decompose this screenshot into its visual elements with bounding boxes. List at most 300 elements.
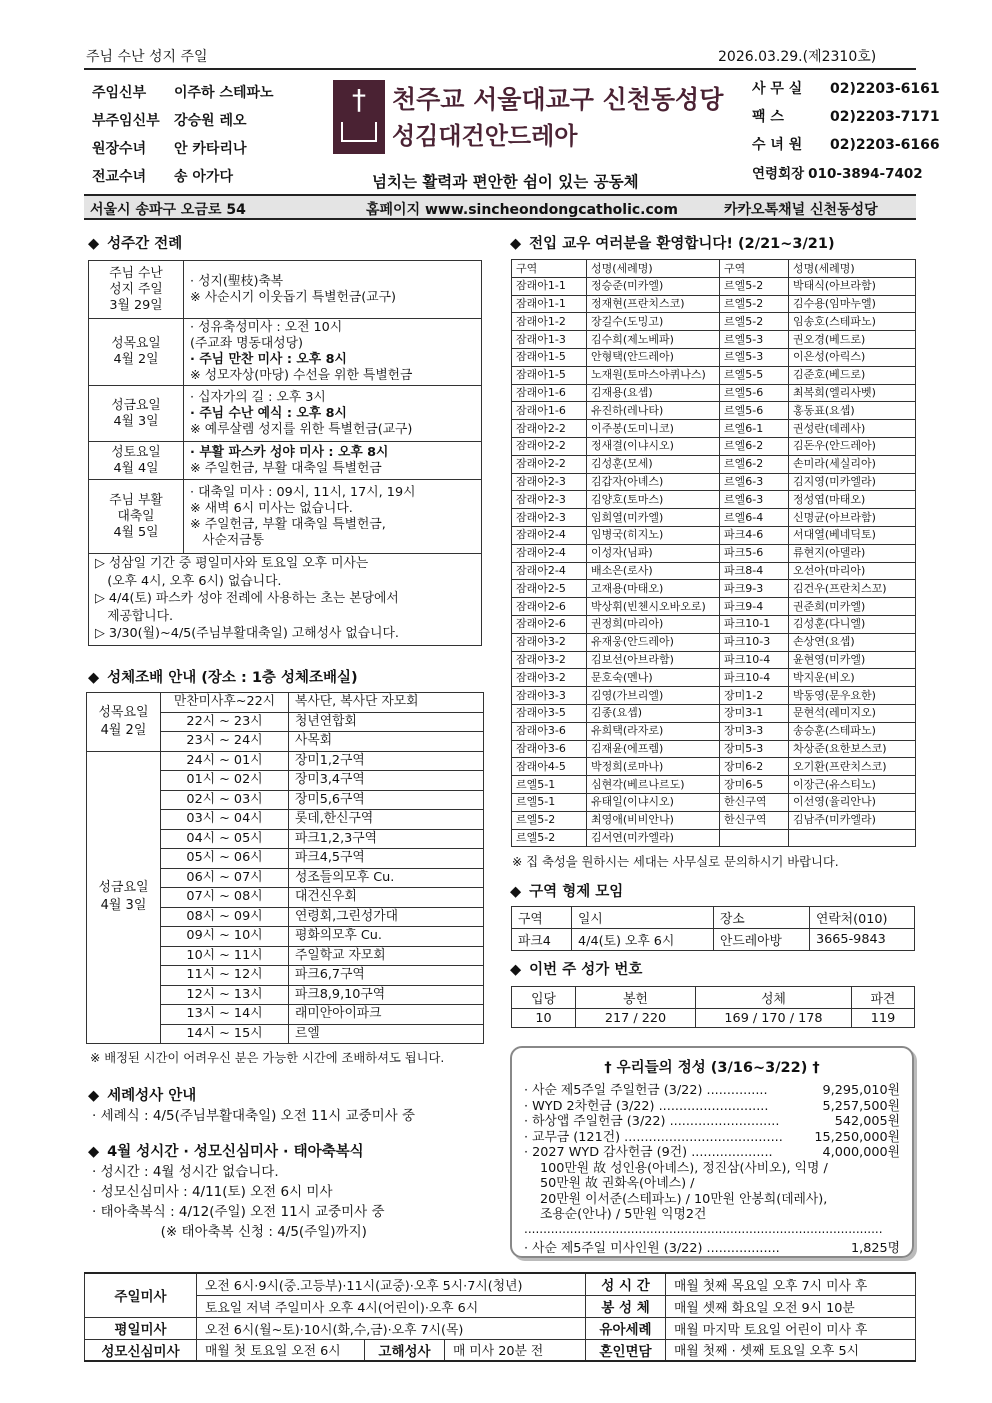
baptism-title: ◆ 세례성사 안내 [88,1088,197,1104]
liturgy-day: 성금요일 4월 3일 [89,386,184,442]
welcome-row [512,384,916,402]
welcome-cell: 르엘5-2 [512,829,587,847]
welcome-note: ※ 집 축성을 원하시는 세대는 사무실로 문의하시기 바랍니다. [512,855,839,869]
welcome-row [512,366,916,384]
welcome-cell: 박정희(로마나) [587,758,720,776]
welcome-row [512,740,916,758]
hymn-header: 성체 [696,987,852,1009]
welcome-table [511,259,916,847]
welcome-cell: 르엘6-3 [720,491,789,509]
welcome-cell: 안형택(안드레아) [587,348,720,366]
staff-row: 전교수녀 송 아가다 [92,169,233,185]
diamond-icon: ◆ [510,962,522,978]
welcome-cell: 파크5-6 [720,544,789,562]
welcome-cell: 장미6-2 [720,758,789,776]
welcome-row [512,402,916,420]
diamond-icon: ◆ [88,1144,100,1160]
adoration-time: 04시 ~ 05시 [161,829,289,849]
welcome-cell: 잠래아4-5 [512,758,587,776]
welcome-cell: 권오경(베드로) [789,331,916,349]
welcome-cell: 잠래아3-2 [512,669,587,687]
adoration-group: 주일학교 자모회 [289,946,484,966]
infant-baptism-label: 유아세례 [586,1317,666,1339]
welcome-cell [789,829,916,847]
weekday-mass-times: 오전 6시(월~토)·10시(화,수,금)·오후 7시(목) [197,1317,586,1339]
liturgy-line: · 대축일 미사 : 09시, 11시, 17시, 19시 [190,484,416,500]
welcome-cell: 잠래아2-4 [512,526,587,544]
welcome-row [512,348,916,366]
welcome-cell: 르엘5-3 [720,331,789,349]
welcome-cell: 잠래아2-5 [512,580,587,598]
welcome-cell: 문현석(레미지오) [789,704,916,722]
adoration-time: 10시 ~ 11시 [161,946,289,966]
adoration-group: 연령회,그린성가대 [289,907,484,927]
welcome-cell: 심현각(베르나르도) [587,776,720,794]
welcome-cell: 김돈우(안드레아) [789,437,916,455]
liturgy-line: · 성지(聖枝)축복 [190,273,284,289]
adoration-row [87,751,484,771]
welcome-header: 구역 [720,260,789,278]
welcome-cell: 손상연(요셉) [789,633,916,651]
welcome-row [512,473,916,491]
parish-motto: 넘치는 활력과 편안한 쉼이 있는 공동체 [372,173,639,191]
adoration-time: 03시 ~ 04시 [161,810,289,830]
adoration-group: 청년연합회 [289,712,484,732]
adoration-group: 파크6,7구역 [289,966,484,986]
welcome-cell: 박상휘(빈첸시오바오로) [587,598,720,616]
welcome-row [512,633,916,651]
welcome-cell: 파크10-3 [720,633,789,651]
offering-title: † 우리들의 정성 (3/16~3/22) † [604,1060,820,1076]
welcome-cell: 잠래아2-3 [512,491,587,509]
info-bar [84,194,916,220]
sunday-mass-times: 오전 6시·9시(중.고등부)·11시(교중)·오후 5시·7시(청년) [197,1273,586,1295]
adoration-day: 성금요일 4월 3일 [87,751,161,1044]
welcome-header: 구역 [512,260,587,278]
liturgy-line: · 부활 파스카 성야 미사 : 오후 8시 [190,444,389,460]
liturgy-row [89,261,482,319]
welcome-cell: 김지영(미카엘라) [789,473,916,491]
marriage-label: 혼인면담 [586,1339,666,1361]
welcome-cell: 파크10-1 [720,615,789,633]
liturgy-day: 주님 부활 대축일 4월 5일 [89,480,184,554]
welcome-row [512,437,916,455]
liturgy-line: (주교좌 명동대성당) [190,336,303,351]
welcome-cell: 정승준(미카엘) [587,277,720,295]
welcome-cell: 르엘5-1 [512,793,587,811]
sunday-mass-label: 주일미사 [85,1273,197,1317]
welcome-cell: 배소은(로사) [587,562,720,580]
welcome-row [512,295,916,313]
adoration-time: 만찬미사후~22시 [161,693,289,713]
contact-row: 연령회장 010-3894-7402 [752,166,923,182]
welcome-row [512,562,916,580]
hymn-header: 입당 [512,987,576,1009]
welcome-cell: 권준희(미카엘) [789,598,916,616]
contact-list [752,78,940,190]
hymn-value: 169 / 170 / 178 [696,1009,852,1028]
welcome-header: 성명(세례명) [789,260,916,278]
contact-row: 수 녀 원 02)2203-6166 [752,137,940,153]
welcome-cell: 잠래아2-4 [512,544,587,562]
adoration-time: 07시 ~ 08시 [161,888,289,908]
baptism-lines: · 세례식 : 4/5(주님부활대축일) 오전 11시 교중미사 중 [92,1108,416,1124]
liturgy-content [184,261,482,319]
welcome-cell: 김성훈(다니엘) [789,615,916,633]
welcome-cell: 르엘6-2 [720,437,789,455]
welcome-cell: 임병국(히지노) [587,526,720,544]
welcome-cell: 권정희(마리아) [587,615,720,633]
welcome-cell: 잠래아2-3 [512,473,587,491]
welcome-cell: 박동영(문우요한) [789,687,916,705]
welcome-row [512,491,916,509]
liturgy-content [184,386,482,442]
welcome-cell: 한신구역 [720,793,789,811]
liturgy-line: · 주님 만찬 미사 : 오후 8시 [190,352,347,367]
welcome-cell: 김보선(아브라함) [587,651,720,669]
adoration-group: 르엘 [289,1024,484,1044]
guyeok-header: 구역 [512,907,572,929]
liturgy-line: · 주님 수난 예식 : 오후 8시 [190,405,347,421]
welcome-cell: 르엘5-3 [720,348,789,366]
welcome-cell: 홍동표(요셉) [789,402,916,420]
welcome-row [512,313,916,331]
diamond-icon: ◆ [88,1088,100,1104]
welcome-cell: 류현지(아델라) [789,544,916,562]
welcome-cell: 르엘5-5 [720,366,789,384]
adoration-group: 평화의모후 Cu. [289,927,484,947]
hymn-value: 119 [852,1009,915,1028]
welcome-cell: 장미5-3 [720,740,789,758]
welcome-row [512,615,916,633]
welcome-cell: 파크9-4 [720,598,789,616]
adoration-group: 복사단, 복사단 자모회 [289,693,484,713]
liturgy-row [89,480,482,554]
welcome-cell: 잠래아1-1 [512,295,587,313]
welcome-cell: 김서연(미카엘라) [587,829,720,847]
welcome-cell: 김건우(프란치스꼬) [789,580,916,598]
welcome-cell: 이장근(유스티노) [789,776,916,794]
guyeok-header: 장소 [714,907,810,929]
welcome-row [512,758,916,776]
liturgy-content [184,442,482,480]
adoration-group: 래미안아이파크 [289,1005,484,1025]
contact-row: 팩 스 02)2203-7171 [752,109,940,125]
liturgy-row [89,442,482,480]
welcome-cell: 장미3-1 [720,704,789,722]
welcome-cell: 손미라(세실리아) [789,455,916,473]
holy-hour-value: 매월 첫째 목요일 오후 7시 미사 후 [666,1273,916,1295]
offering-detail: 100만원 故 성인용(아녜스), 정진삼(사비오), 익명 / 50만원 故 권화옥(아녜스) / 20만원 이서준(스테파노) / 10만원 안봉희(데레사), 조용순(안나) / 5만원 익명2건 [540,1160,828,1222]
welcome-row [512,526,916,544]
adoration-time: 13시 ~ 14시 [161,1005,289,1025]
welcome-cell: 잠래아3-6 [512,722,587,740]
welcome-cell: 유희택(라자로) [587,722,720,740]
welcome-cell: 잠래아3-6 [512,740,587,758]
welcome-row [512,509,916,527]
confession-value: 매 미사 20분 전 [445,1339,586,1361]
welcome-cell [720,829,789,847]
guyeok-title: ◆ 구역 형제 모임 [510,884,624,900]
staff-row: 주임신부 이주하 스테파노 [92,85,274,101]
welcome-row [512,420,916,438]
hymn-table [511,986,915,1028]
liturgy-note: 제공합니다. [95,608,174,624]
welcome-row [512,687,916,705]
hymn-header: 봉헌 [576,987,696,1009]
issue-date: 2026.03.29.(제2310호) [718,49,877,65]
welcome-cell: 르엘6-2 [720,455,789,473]
adoration-group: 사목회 [289,732,484,752]
guyeok-header: 일시 [572,907,714,929]
marian-mass-label: 성모신심미사 [85,1339,197,1361]
welcome-cell: 정성엽(마태오) [789,491,916,509]
adoration-day: 성목요일 4월 2일 [87,693,161,752]
adoration-time: 06시 ~ 07시 [161,868,289,888]
welcome-cell: 김영(가브리엘) [587,687,720,705]
welcome-cell: 유태일(이냐시오) [587,793,720,811]
liturgy-day: 주님 수난 성지 주일 3월 29일 [89,261,184,319]
communion-label: 봉 성 체 [586,1295,666,1317]
diamond-icon: ◆ [510,884,522,900]
welcome-cell: 잠래아1-1 [512,277,587,295]
welcome-title: ◆ 전입 교우 여러분을 환영합니다! (2/21~3/21) [510,236,835,252]
offering-item: · 교무금 (121건) ....................................... 15,250,000원 [524,1129,900,1145]
homepage-link[interactable]: 홈페이지 www.sincheondongcatholic.com [366,202,679,218]
welcome-cell: 잠래아2-6 [512,615,587,633]
adoration-time: 01시 ~ 02시 [161,771,289,791]
adoration-title: ◆ 성체조배 안내 (장소 : 1층 성체조배실) [88,670,358,686]
guyeok-header: 연락처(010) [810,907,915,929]
welcome-cell: 윤현영(미카엘) [789,651,916,669]
kakao-channel[interactable]: 카카오톡채널 신천동성당 [724,202,878,218]
welcome-cell: 잠래아1-6 [512,402,587,420]
welcome-cell: 박태식(아브라함) [789,277,916,295]
welcome-cell: 르엘5-6 [720,402,789,420]
welcome-cell: 유재웅(안드레아) [587,633,720,651]
welcome-cell: 박지운(비오) [789,669,916,687]
welcome-cell: 문호숙(멘나) [587,669,720,687]
offering-divider: .............................................................................................. [524,1222,883,1235]
offering-item: · 하상앱 주일헌금 (3/22) ........................... 542,005원 [524,1114,900,1129]
liturgy-content [184,319,482,386]
adoration-time: 08시 ~ 09시 [161,907,289,927]
header-left: 주님 수난 성지 주일 [86,49,208,65]
adoration-group: 장미3,4구역 [289,771,484,791]
guyeok-cell: 4/4(토) 오후 6시 [572,929,714,951]
welcome-cell: 잠래아2-6 [512,598,587,616]
welcome-cell: 장미3-3 [720,722,789,740]
welcome-cell: 김재윤(에프렘) [587,740,720,758]
welcome-row [512,580,916,598]
welcome-cell: 김수용(임마누엘) [789,295,916,313]
saturday-mass-times: 토요일 저녁 주일미사 오후 4시(어린이)·오후 6시 [197,1295,586,1317]
welcome-cell: 르엘5-1 [512,776,587,794]
welcome-cell: 서대열(베네딕토) [789,526,916,544]
guyeok-cell: 안드레아방 [714,929,810,951]
infant-baptism-value: 매월 마지막 토요일 어린이 미사 후 [666,1317,916,1339]
liturgy-content [184,480,482,554]
welcome-row [512,829,916,847]
guyeok-cell: 3665-9843 [810,929,915,951]
welcome-cell: 르엘5-2 [720,277,789,295]
liturgy-line: ※ 주일헌금, 부활 대축일 특별헌금 [190,460,382,476]
welcome-cell: 잠래아1-3 [512,331,587,349]
hymn-header: 파견 [852,987,915,1009]
liturgy-line: · 성유축성미사 : 오전 10시 [190,320,343,335]
holy-hour-label: 성 시 간 [586,1273,666,1295]
adoration-time: 23시 ~ 24시 [161,732,289,752]
welcome-row [512,651,916,669]
parish-patron: 성김대건안드레아 [392,122,578,150]
guyeok-table [511,906,915,951]
liturgy-line: · 십자가의 길 : 오후 3시 [190,389,326,405]
welcome-cell: 김종(요셉) [587,704,720,722]
welcome-cell: 잠래아2-2 [512,420,587,438]
welcome-cell: 유진하(레나타) [587,402,720,420]
welcome-row [512,544,916,562]
adoration-time: 24시 ~ 01시 [161,751,289,771]
welcome-cell: 잠래아2-2 [512,455,587,473]
mass-schedule [84,1272,916,1362]
welcome-cell: 르엘5-2 [720,295,789,313]
adoration-time: 05시 ~ 06시 [161,849,289,869]
welcome-cell: 장미1-2 [720,687,789,705]
welcome-cell: 김수희(제노베파) [587,331,720,349]
adoration-group: 롯데,한신구역 [289,810,484,830]
welcome-cell: 김남주(미카엘라) [789,811,916,829]
welcome-cell: 잠래아1-5 [512,348,587,366]
welcome-header: 성명(세례명) [587,260,720,278]
welcome-cell: 파크10-4 [720,669,789,687]
offering-box [510,1046,914,1258]
hymn-title: ◆ 이번 주 성가 번호 [510,962,643,978]
welcome-cell: 김갑자(아녜스) [587,473,720,491]
adoration-time: 09시 ~ 10시 [161,927,289,947]
welcome-cell: 잠래아1-5 [512,366,587,384]
welcome-row [512,277,916,295]
diamond-icon: ◆ [510,236,522,252]
staff-row: 부주임신부 강승원 레오 [92,113,247,129]
welcome-cell: 르엘5-2 [512,811,587,829]
welcome-cell: 신명균(아브라함) [789,509,916,527]
marian-mass-value: 매월 첫 토요일 오전 6시 [197,1339,365,1361]
welcome-cell: 이성자(님파) [587,544,720,562]
liturgy-note: ▷ 3/30(월)~4/5(주님부활대축일) 고해성사 없습니다. [95,626,399,641]
liturgy-title: ◆ 성주간 전례 [88,236,183,252]
liturgy-line: 사순저금통 [190,532,265,548]
contact-row: 사 무 실 02)2203-6161 [752,81,940,97]
offering-item: · WYD 2차헌금 (3/22) ........................... 5,257,500원 [524,1098,900,1114]
guyeok-cell: 파크4 [512,929,572,951]
adoration-group: 장미5,6구역 [289,790,484,810]
welcome-cell: 이은성(아릭스) [789,348,916,366]
liturgy-day: 성토요일 4월 4일 [89,442,184,480]
welcome-row [512,331,916,349]
welcome-cell: 최복희(엘리사벳) [789,384,916,402]
welcome-row [512,704,916,722]
welcome-cell: 권성란(데레사) [789,420,916,438]
address: 서울시 송파구 오금로 54 [90,202,246,218]
welcome-cell: 잠래아1-6 [512,384,587,402]
hymn-value: 10 [512,1009,576,1028]
welcome-cell: 르엘6-1 [720,420,789,438]
adoration-time: 14시 ~ 15시 [161,1024,289,1044]
welcome-cell: 잠래아3-2 [512,651,587,669]
weekday-mass-label: 평일미사 [85,1317,197,1339]
april-lines: · 성시간 : 4월 성시간 없습니다. · 성모신심미사 : 4/11(토) 오전 6시 미사 · 태아축복식 : 4/12(주일) 오전 11시 교중미사 중 (※ 태아축복 신청 : 4/5(주일)까지) [92,1164,385,1240]
adoration-time: 12시 ~ 13시 [161,985,289,1005]
adoration-group: 파크1,2,3구역 [289,829,484,849]
welcome-row [512,722,916,740]
welcome-cell: 임송호(스테파노) [789,313,916,331]
offering-item: · 사순 제5주일 주일헌금 (3/22) ............... 9,295,010원 [524,1083,900,1098]
welcome-cell: 파크4-6 [720,526,789,544]
welcome-cell: 장길수(도밍고) [587,313,720,331]
adoration-time: 22시 ~ 23시 [161,712,289,732]
welcome-cell: 이선영(율리안나) [789,793,916,811]
welcome-cell: 파크10-4 [720,651,789,669]
liturgy-notes [88,553,482,646]
welcome-row [512,793,916,811]
welcome-cell: 파크8-4 [720,562,789,580]
parish-name: 천주교 서울대교구 신천동성당 [392,85,724,114]
welcome-cell: 잠래아2-4 [512,562,587,580]
welcome-cell: 장미6-5 [720,776,789,794]
welcome-row [512,669,916,687]
adoration-row [87,693,484,713]
welcome-cell: 잠래아3-5 [512,704,587,722]
april-title: ◆ 4월 성시간 · 성모신심미사 · 태아축복식 [88,1144,364,1160]
diamond-icon: ◆ [88,236,100,252]
liturgy-line: ※ 예루살렘 성지를 위한 특별헌금(교구) [190,421,413,437]
liturgy-row [89,386,482,442]
liturgy-line: ※ 사순시기 이웃돕기 특별헌금(교구) [190,289,396,305]
welcome-row [512,455,916,473]
liturgy-line: ※ 새벽 6시 미사는 없습니다. [190,500,353,516]
parish-logo: † [333,80,385,154]
adoration-group: 성조들의모후 Cu. [289,868,484,888]
welcome-cell: 잠래아2-2 [512,437,587,455]
welcome-row [512,811,916,829]
welcome-cell: 김재용(요셉) [587,384,720,402]
welcome-cell: 잠래아3-2 [512,633,587,651]
confession-label: 고해성사 [365,1339,445,1361]
hymn-value: 217 / 220 [576,1009,696,1028]
staff-row: 원장수녀 안 카타리나 [92,141,247,157]
adoration-group: 대건신우회 [289,888,484,908]
liturgy-note: (오후 4시, 오후 6시) 없습니다. [95,573,282,589]
welcome-cell: 르엘6-4 [720,509,789,527]
welcome-cell: 잠래아2-3 [512,509,587,527]
liturgy-row [89,319,482,386]
adoration-group: 파크4,5구역 [289,849,484,869]
liturgy-line: ※ 성모자상(마당) 수선을 위한 특별헌금 [190,368,413,383]
welcome-cell: 정새결(이냐시오) [587,437,720,455]
offering-item: · 2027 WYD 감사헌금 (9건) .................... 4,000,000원 [524,1145,900,1160]
liturgy-table [88,260,482,554]
liturgy-line: ※ 주일헌금, 부활 대축일 특별헌금, [190,516,386,532]
liturgy-day: 성목요일 4월 2일 [89,319,184,386]
welcome-cell: 송승훈(스테파노) [789,722,916,740]
welcome-cell: 노재원(토마스아퀴나스) [587,366,720,384]
welcome-cell: 임희열(미카엘) [587,509,720,527]
welcome-cell: 파크9-3 [720,580,789,598]
adoration-table [86,692,484,1044]
staff-list [92,82,274,194]
welcome-cell: 르엘5-2 [720,313,789,331]
welcome-cell: 오선아(마리아) [789,562,916,580]
